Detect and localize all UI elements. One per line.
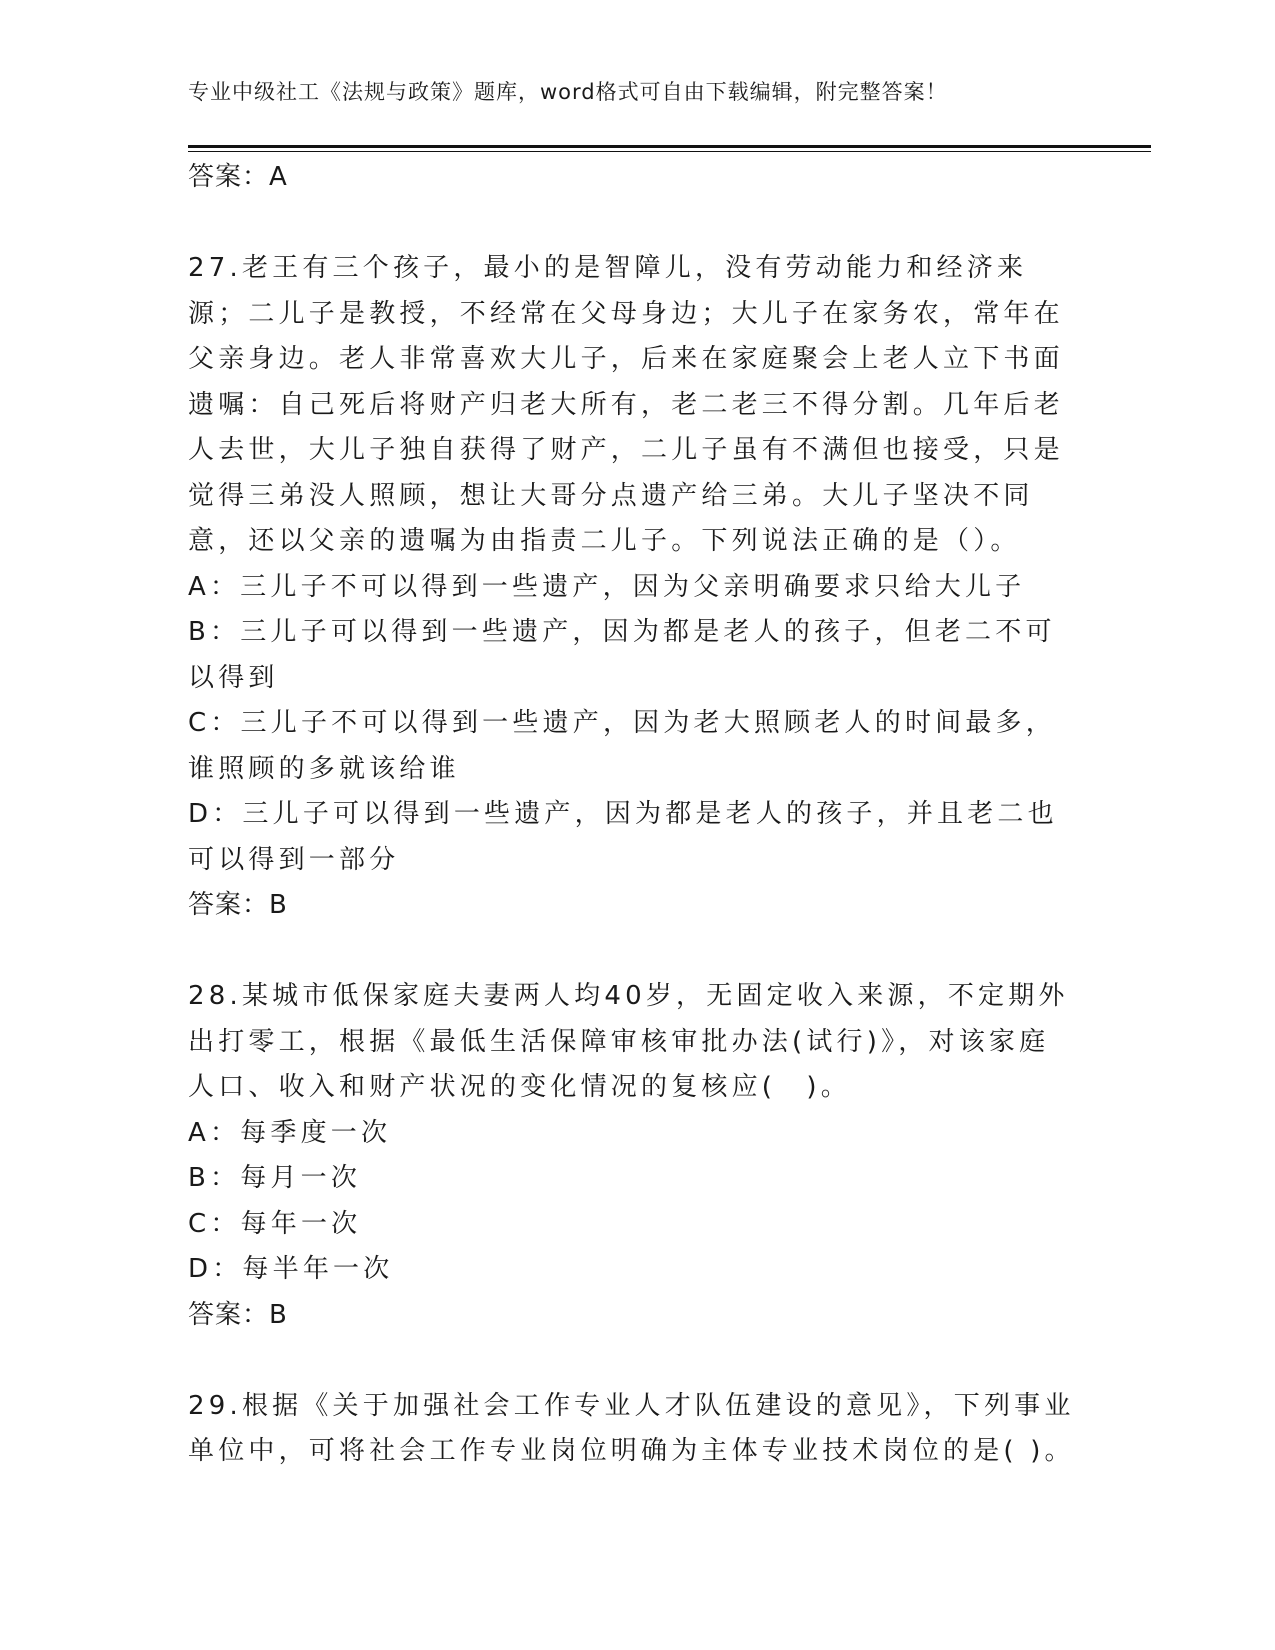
option-b: B：三儿子可以得到一些遗产，因为都是老人的孩子，但老二不可以得到 [188, 617, 1056, 693]
answer-line: 答案：A [188, 162, 288, 192]
document-body [188, 155, 1078, 1475]
question-stem: 29.根据《关于加强社会工作专业人才队伍建设的意见》，下列事业单位中，可将社会工作专业岗位明确为主体专业技术岗位的是( )。 [188, 1390, 1075, 1466]
option-d: D：三儿子可以得到一些遗产，因为都是老人的孩子，并且老二也可以得到一部分 [188, 799, 1058, 875]
option-b: B：每月一次 [188, 1163, 362, 1193]
option-d: D：每半年一次 [188, 1254, 394, 1284]
question-27 [188, 246, 1078, 929]
option-a: A：三儿子不可以得到一些遗产，因为父亲明确要求只给大儿子 [188, 571, 1026, 602]
option-c: C：三儿子不可以得到一些遗产，因为老大照顾老人的时间最多，谁照顾的多就该给谁 [188, 708, 1056, 784]
question-stem: 28.某城市低保家庭夫妻两人均40岁，无固定收入来源，不定期外出打零工，根据《最低生活保障审核审批办法(试行)》，对该家庭人口、收入和财产状况的变化情况的复核应( )。 [188, 981, 1069, 1102]
question-29 [188, 1384, 1078, 1475]
question-28 [188, 974, 1078, 1338]
option-a: A：每季度一次 [188, 1117, 392, 1148]
answer-line: 答案：B [188, 890, 288, 920]
header-rule-thick [188, 145, 1151, 148]
question-stem: 27.老王有三个孩子，最小的是智障儿，没有劳动能力和经济来源；二儿子是教授，不经常在父母身边；大儿子在家务农，常年在父亲身边。老人非常喜欢大儿子，后来在家庭聚会上老人立下书面遗嘱：自己死后将财产归老大所有，老二老三不得分割。几年后老人去世，大儿子独自获得了财产，二儿子虽有不满但也接受，只是觉得三弟没人照顾，想让大哥分点遗产给三弟。大儿子坚决不同意，还以父亲的遗嘱为由指责二儿子。下列说法正确的是（）。 [188, 253, 1064, 556]
header-rule-thin [188, 151, 1151, 152]
answer-line: 答案：B [188, 1299, 288, 1330]
page-header: 专业中级社工《法规与政策》题库，word格式可自由下载编辑，附完整答案！ [188, 80, 948, 104]
option-c: C：每年一次 [188, 1208, 362, 1239]
